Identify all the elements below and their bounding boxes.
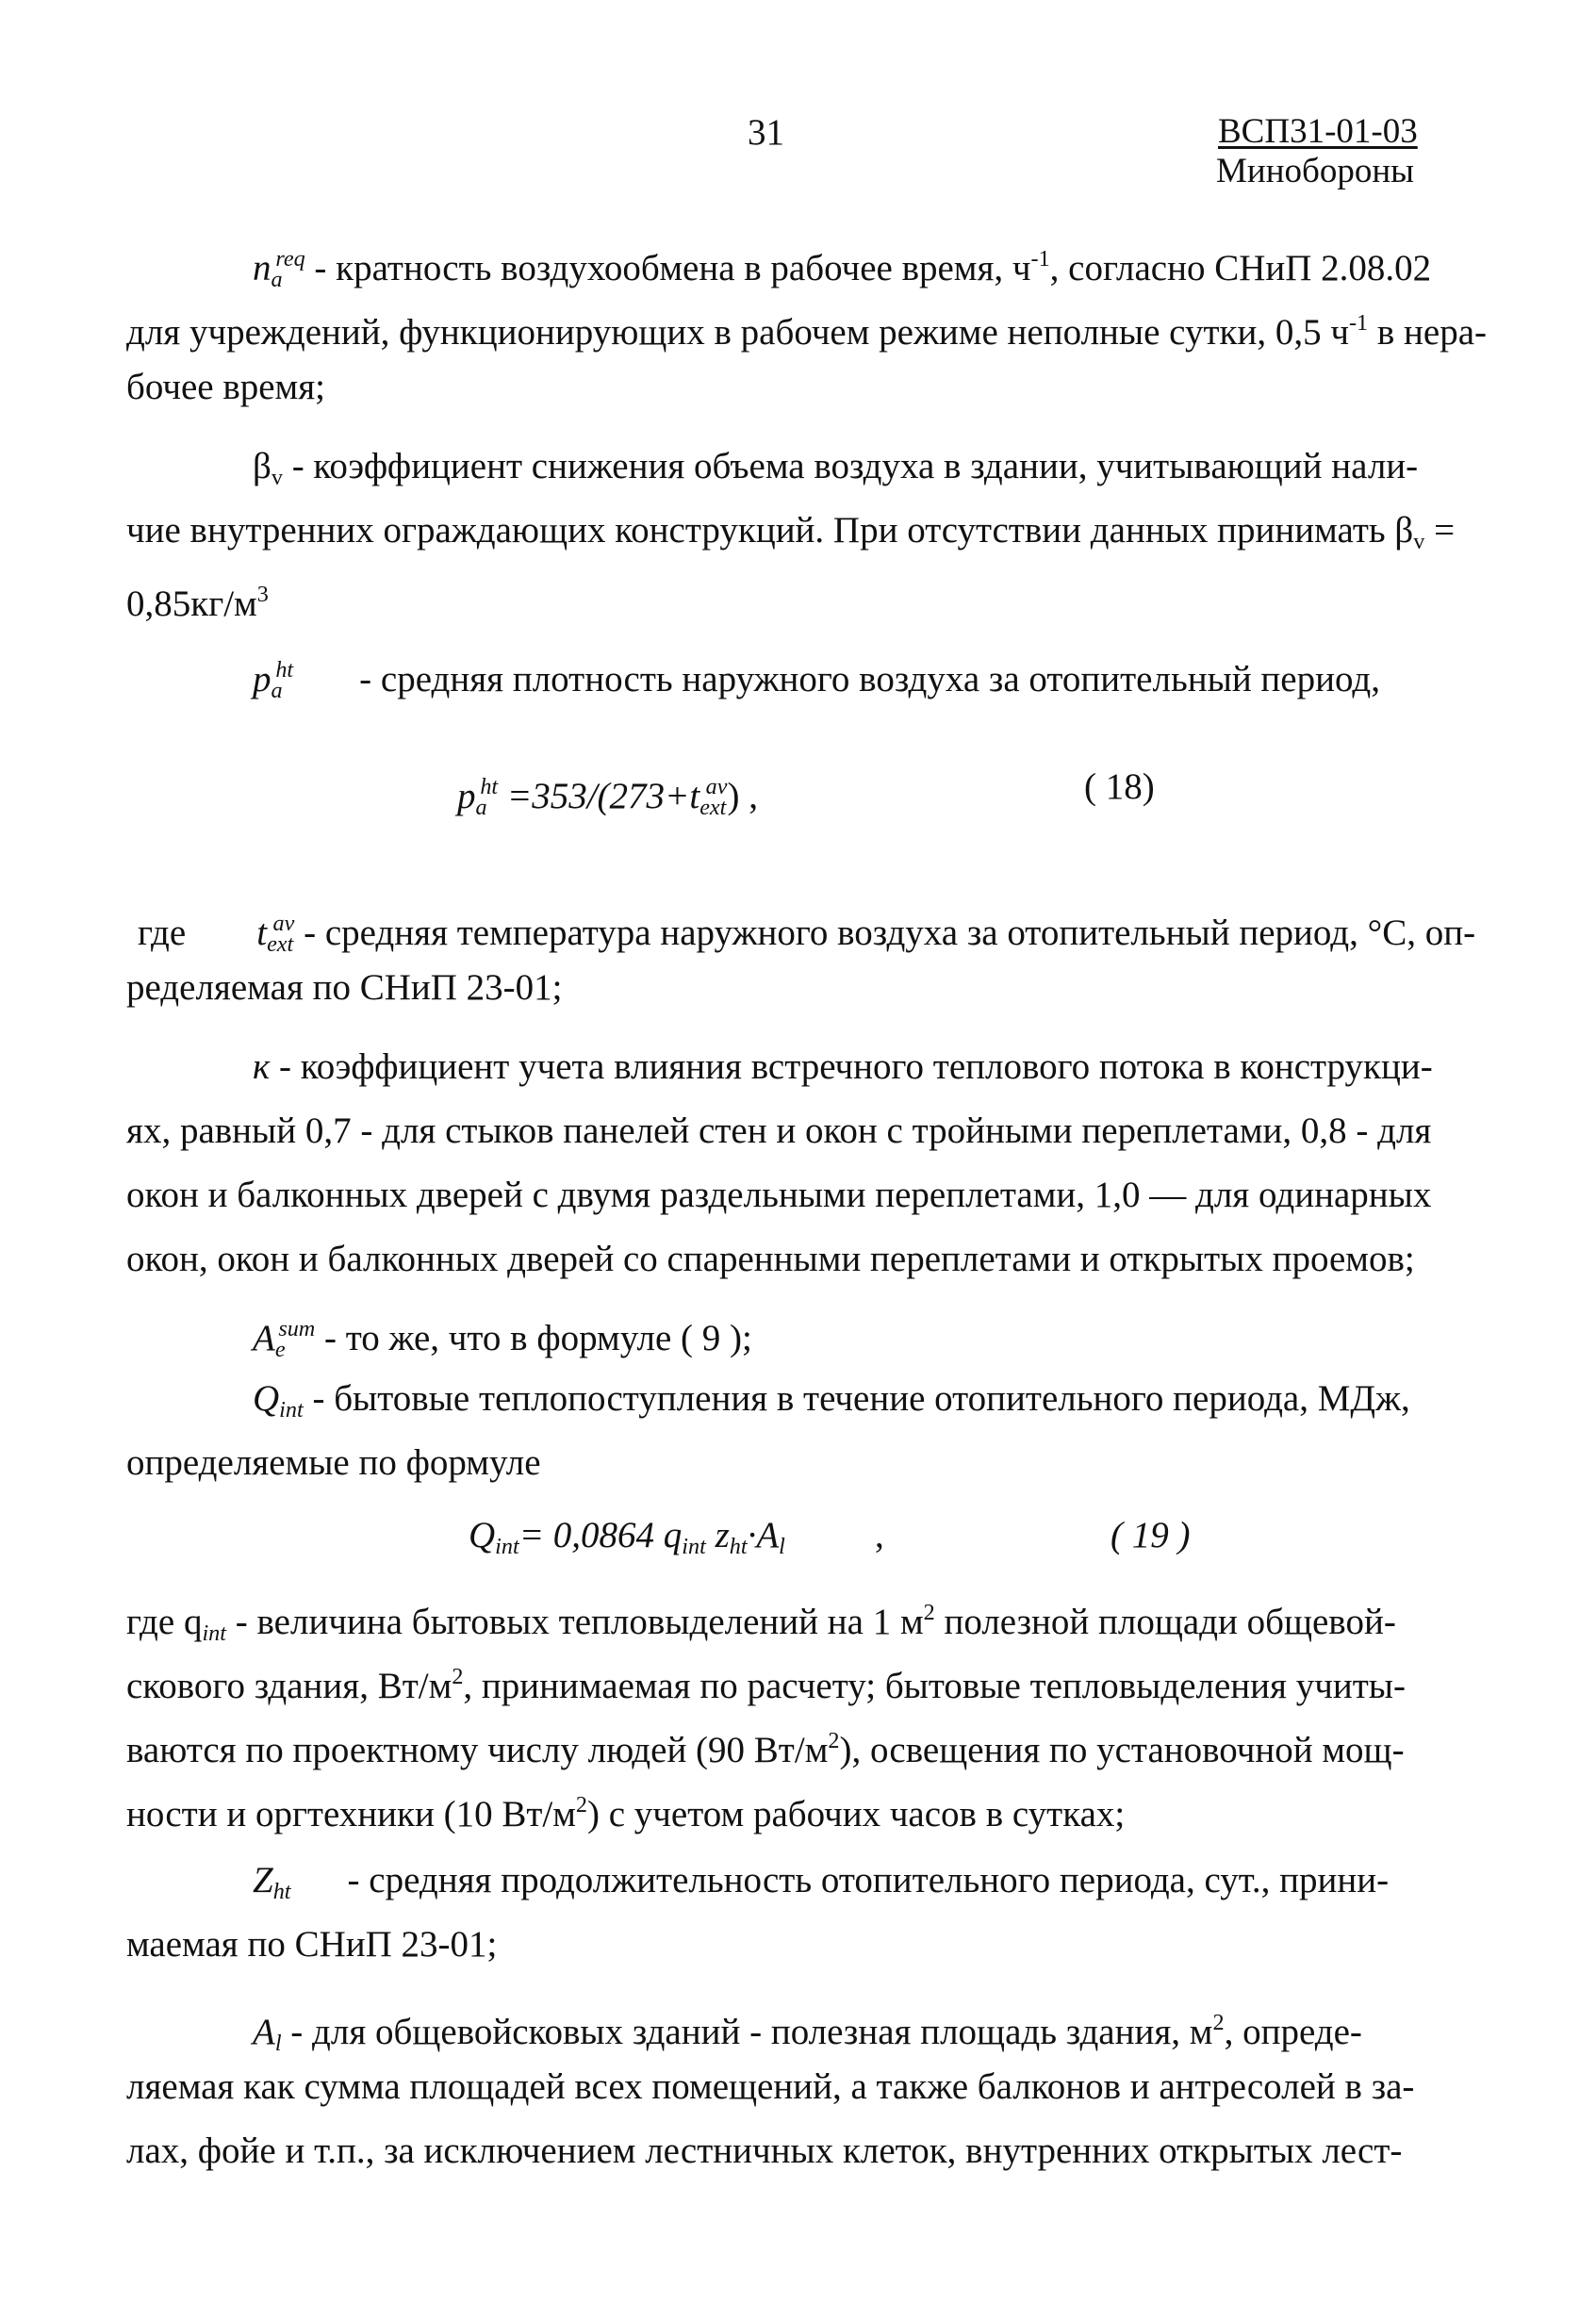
text-line-18: скового здания, $Вт/м^2$, принимаемая по расчету; бытовые тепловыделения учиты- (126, 1664, 1406, 1706)
text-line-11: ях, равный 0,7 - для стыков панелей стен и окон с тройными переплетами, 0,8 - для (126, 1110, 1432, 1151)
text-line-12: окон и балконных дверей с двумя раздельными переплетами, 1,0 — для одинарных (126, 1175, 1432, 1215)
text-line-21: $Z_{ht}$ - средняя продолжительность отопительного периода, сут., прини- (253, 1860, 1390, 1904)
text-line-20: ности и оргтехники (10 $Вт/м^2$) с учетом рабочих часов в сутках; (126, 1792, 1126, 1834)
page-number: 31 (748, 112, 784, 153)
text-line-7: $p_a^{ht}$ - средняя плотность наружного воздуха за отопительный период, (253, 657, 1380, 703)
text-line-9: ределяемая по СНиП 23-01; (126, 967, 563, 1008)
formula-18-number: ( 18) (1084, 766, 1155, 807)
document-organization: Минобороны (1216, 152, 1414, 190)
text-line-13: окон, окон и балконных дверей со спаренными переплетами и открытых проемов; (126, 1239, 1415, 1279)
text-line-4: $\beta_v$ - коэффициент снижения объема воздуха в здании, учитывающий нали- (253, 446, 1419, 490)
formula-19: $Q_{int}= 0,0864$ $q_{int}$ $z_{ht}\cdot A_l$ (469, 1515, 785, 1559)
text-line-15: $Q_{int}$ - бытовые теплопоступления в течение отопительного периода, МДж, (253, 1378, 1410, 1423)
formula-19-comma: , (875, 1515, 884, 1555)
text-line-14: $A_e^{sum}$ - то же, что в формуле ( 9 ); (253, 1316, 752, 1362)
text-line-2: для учреждений, функционирующих в рабочем режиме неполные сутки, 0,5 $ч^{-1}$ в нера- (126, 310, 1487, 353)
text-line-3: бочее время; (126, 367, 325, 407)
text-line-5: чие внутренних ограждающих конструкций. При отсутствии данных принимать $\beta_v$ = (126, 510, 1456, 554)
text-line-24: ляемая как сумма площадей всех помещений, а также балконов и антресолей в за- (126, 2066, 1415, 2107)
text-line-22: маемая по СНиП 23-01; (126, 1924, 498, 1965)
formula-18: $p_a^{ht} =353/(273+t_{ext}^{av})$ , (457, 774, 758, 820)
text-line-19: ваются по проектному числу людей (90 $Вт/м^2$), освещения по установочной мощ- (126, 1728, 1405, 1770)
text-line-25: лах, фойе и т.п., за исключением лестничных клеток, внутренних открытых лест- (126, 2130, 1403, 2171)
text-line-10: к - коэффициент учета влияния встречного теплового потока в конструкци- (253, 1046, 1433, 1087)
text-line-8: где $t_{ext}^{av}$ - средняя температура наружного воздуха за отопительный период, °С, оп- (138, 911, 1476, 957)
document-code: ВСП31-01-03 (1218, 112, 1418, 151)
formula-19-number: ( 19 ) (1111, 1515, 1191, 1555)
text-line-16: определяемые по формуле (126, 1442, 541, 1483)
text-line-23: $A_l$ - для общевойсковых зданий - полезная площадь здания, $м^2$, опреде- (253, 2010, 1362, 2056)
text-line-1: $n_a^{req}$ - кратность воздухообмена в рабочее время, $ч^{-1}$, согласно СНиП 2.08.02 (253, 246, 1432, 292)
text-line-6: $0,85кг/м^3$ (126, 582, 269, 624)
text-line-17: где $q_{int}$ - величина бытовых тепловыделений на 1 $м^2$ полезной площади общевой- (126, 1600, 1396, 1646)
